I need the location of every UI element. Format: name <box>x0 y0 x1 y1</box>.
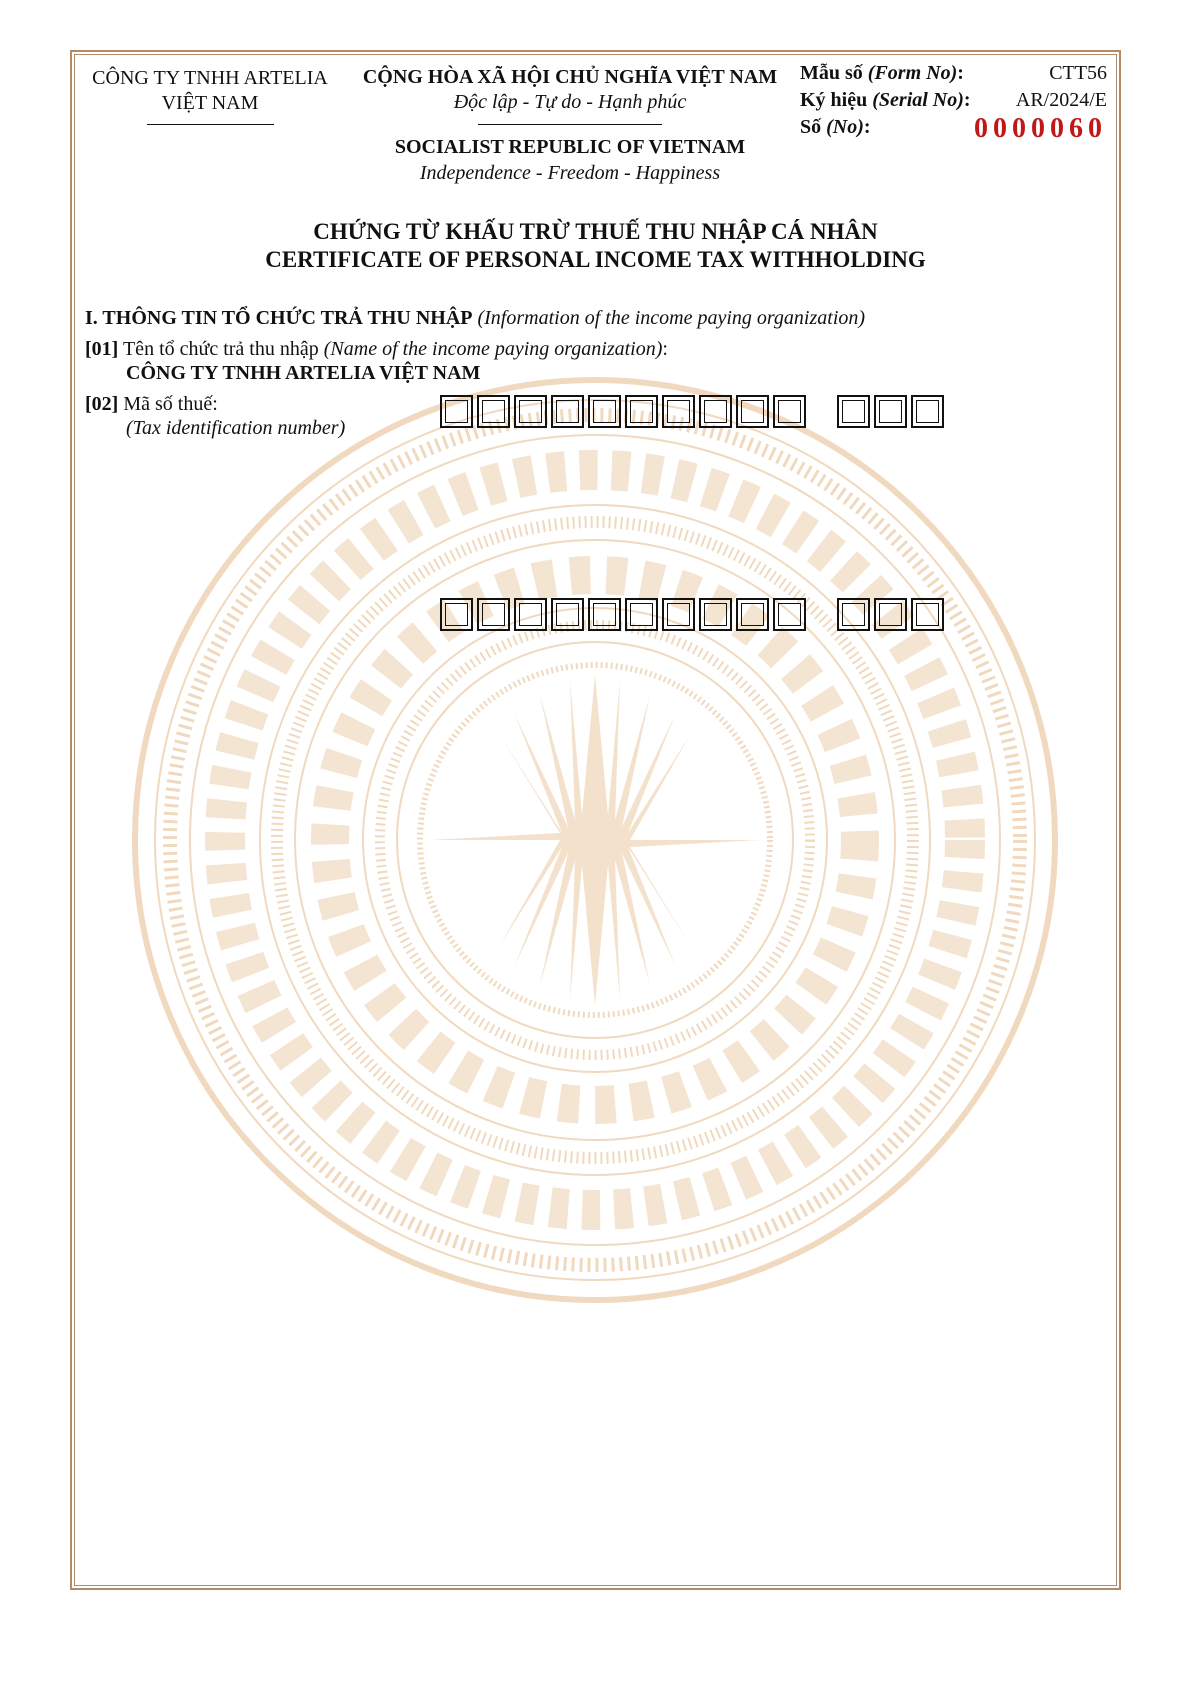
tax-id-boxes-2 <box>440 598 948 632</box>
tax-id-digit-box[interactable] <box>699 395 732 428</box>
tax-id-digit-box[interactable] <box>625 598 658 631</box>
document-number-row <box>800 113 1107 144</box>
company-underline <box>147 124 274 125</box>
company-name-line2: VIỆT NAM <box>161 92 259 114</box>
tax-id-digit-box[interactable] <box>588 598 621 631</box>
motto-vi: Độc lập - Tự do - Hạnh phúc <box>453 91 687 113</box>
tax-id-branch-box[interactable] <box>837 395 870 428</box>
motto-underline <box>478 124 662 125</box>
tax-id-digit-box[interactable] <box>477 395 510 428</box>
company-name-line1: CÔNG TY TNHH ARTELIA <box>92 67 328 89</box>
section-1-heading: I. THÔNG TIN TỔ CHỨC TRẢ THU NHẬP (Information of the income paying organization) <box>85 307 866 329</box>
serial-label: Ký hiệu (Serial No): <box>800 89 971 111</box>
form-number-row <box>800 62 1107 88</box>
tax-id-digit-box[interactable] <box>514 598 547 631</box>
republic-title-vi: CỘNG HÒA XÃ HỘI CHỦ NGHĨA VIỆT NAM <box>362 66 778 88</box>
title-vi: CHỨNG TỪ KHẤU TRỪ THUẾ THU NHẬP CÁ NHÂN <box>313 219 878 244</box>
field-02-label: [02] Mã số thuế: <box>85 393 218 415</box>
motto-en: Independence - Freedom - Happiness <box>419 162 721 184</box>
tax-id-digit-box[interactable] <box>440 598 473 631</box>
tax-id-branch-box[interactable] <box>837 598 870 631</box>
tax-id-branch-box[interactable] <box>874 598 907 631</box>
tax-id-digit-box[interactable] <box>625 395 658 428</box>
form-number-value: CTT56 <box>1049 62 1107 84</box>
document-number-value: 0000060 <box>974 113 1107 144</box>
national-header-en <box>345 134 795 186</box>
field-01-label: [01] Tên tổ chức trả thu nhập (Name of the income paying organization): <box>85 338 668 360</box>
tax-id-digit-box[interactable] <box>773 598 806 631</box>
tax-id-digit-box[interactable] <box>662 598 695 631</box>
tax-id-branch-box[interactable] <box>874 395 907 428</box>
tax-id-digit-box[interactable] <box>736 598 769 631</box>
title-en: CERTIFICATE OF PERSONAL INCOME TAX WITHHOLDING <box>265 247 926 272</box>
tax-id-digit-box[interactable] <box>551 395 584 428</box>
tax-id-branch-box[interactable] <box>911 598 944 631</box>
certificate-title <box>70 218 1121 274</box>
tax-id-digit-box[interactable] <box>477 598 510 631</box>
tax-id-digit-box[interactable] <box>440 395 473 428</box>
inner-border <box>74 54 1117 1586</box>
tax-id-digit-box[interactable] <box>551 598 584 631</box>
tax-id-branch-box[interactable] <box>911 395 944 428</box>
tax-id-digit-box[interactable] <box>773 395 806 428</box>
serial-value: AR/2024/E <box>1015 89 1107 111</box>
serial-row <box>800 89 1107 115</box>
company-name-header <box>80 66 340 116</box>
national-header-vi <box>345 65 795 115</box>
tax-id-boxes-1 <box>440 395 948 429</box>
field-02-label-en: (Tax identification number) <box>126 417 346 439</box>
organization-name-value: CÔNG TY TNHH ARTELIA VIỆT NAM <box>126 362 481 384</box>
tax-id-digit-box[interactable] <box>588 395 621 428</box>
document-number-label: Số (No): <box>800 116 871 138</box>
tax-id-digit-box[interactable] <box>514 395 547 428</box>
republic-title-en: SOCIALIST REPUBLIC OF VIETNAM <box>394 136 746 158</box>
form-number-label: Mẫu số (Form No): <box>800 62 964 84</box>
tax-id-digit-box[interactable] <box>736 395 769 428</box>
tax-id-digit-box[interactable] <box>699 598 732 631</box>
tax-id-digit-box[interactable] <box>662 395 695 428</box>
